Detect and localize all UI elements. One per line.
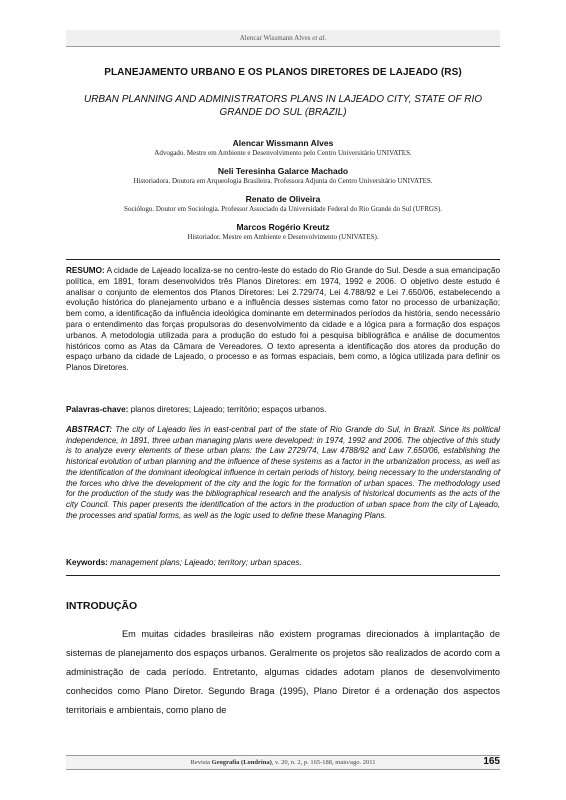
journal-suffix: , v. 20, n. 2, p. 165-188, maio/ago. 2011 [271, 759, 376, 766]
keywords-label: Keywords: [66, 558, 108, 567]
body-paragraph: Em muitas cidades brasileiras não existem programas direcionados à implantação de sistemas de planejamento dos espaços urbanos. Geralmente os projetos são realizados de acordo com a administração de cada período. Entretanto, algumas cidades adotam planos de desenvolvimento conhecidos como Plano Diretor. Segundo Braga (1995), Plano Diretor é a ordenação dos aspectos territoriais e ambientais, como plano de [66, 629, 500, 715]
author-entry [66, 138, 500, 158]
running-head-etal: et al. [312, 34, 327, 42]
author-affiliation: Sociólogo. Doutor em Sociologia. Professor Associado da Universidade Federal do Rio Grande do Sul (UFRGS). [124, 205, 442, 213]
section-heading: INTRODUÇÃO [66, 600, 138, 612]
page-footer [66, 755, 500, 770]
resumo-text: A cidade de Lajeado localiza-se no centro-leste do estado do Rio Grande do Sul. Desde a sua emancipação política, em 1891, foram desenvolvidos três Planos Diretores: em 1974, 1992 e 2006. O objetivo deste estudo é analisar o conjunto de elementos dos Planos Diretores: Lei 2.729/74, Lei 4.788/92 e Lei 7.650/06, estabelecendo a evolução histórica do planejamento urbano e a influência desses sistemas como fator no processo de urbanização; bem como, a identificação da influência ideológica dominante em determinados períodos da história, sendo necessário para o entendimento das forças propulsoras do desenvolvimento da cidade e a lógica para a formação dos espaços urbanos. A metodologia utilizada para a produção do estudo foi a pesquisa bibliográfica e análise de documentos históricos como as Atas da Câmara de Vereadores. O texto apresenta a identificação dos atores da produção do espaço urbano da cidade de Lajeado, o processo e as formas espaciais, bem como, a lógica utilizada para definir os Planos Diretores. [66, 266, 500, 373]
running-head [66, 30, 500, 47]
author-name: Alencar Wissmann Alves [232, 138, 334, 148]
abstract-paragraph [66, 425, 500, 521]
journal-name: Geografia (Londrina) [211, 759, 272, 766]
author-entry [66, 222, 500, 242]
author-name: Renato de Oliveira [245, 194, 321, 204]
author-name: Marcos Rogério Kreutz [236, 222, 330, 232]
journal-citation [66, 756, 500, 769]
palavras-chave-label: Palavras-chave: [66, 405, 129, 414]
author-affiliation: Advogado. Mestre em Ambiente e Desenvolvimento pelo Centro Universitário UNIVATES. [154, 149, 412, 157]
palavras-chave-paragraph [66, 405, 500, 416]
section-divider-bottom [66, 575, 500, 576]
author-affiliation: Historiador. Mestre em Ambiente e Desenvolvimento (UNIVATES). [187, 233, 379, 241]
resumo-label: RESUMO: [66, 266, 105, 275]
author-affiliation: Historiadora. Doutora em Arqueologia Brasileira. Professora Adjunta do Centro Universitário UNIVATES. [133, 177, 433, 185]
page-number: 165 [483, 756, 500, 767]
running-head-author: Alencar Wissmann Alves [239, 34, 311, 42]
paper-title: PLANEJAMENTO URBANO E OS PLANOS DIRETORES DE LAJEADO (RS) [104, 67, 462, 78]
abstract-label: ABSTRACT: [66, 425, 113, 434]
author-entry [66, 166, 500, 186]
paper-subtitle: URBAN PLANNING AND ADMINISTRATORS PLANS IN LAJEADO CITY, STATE OF RIO GRANDE DO SUL (BRAZIL) [83, 94, 483, 118]
abstract-text: The city of Lajeado lies in east-central part of the state of Rio Grande do Sul, in Brazil. Since its political independence, in 1891, three urban managing plans were developed: in 1974, 1992 and 2006. The objective of this study is to analyze every elements of these urban plans: the Law 2729/74, Law 4788/92 and Law 7.650/06, establishing the historical evolution of urban planning and the influence of these systems as a factor in the urbanization process, as well as the identification of the dominant ideological influence in certain periods of history, being necessary to the understanding of the forces who drive the development of the city and the logic for the formation of urban spaces. The methodology used for the production of the study was the bibliographical research and the analysis of historical documents as the acts of the city Council. This paper presents the identification of the actors in the production of urban space from the city of Lajeado, the processes and spatial forms, as well as the logic used to define these Managing Plans. [66, 425, 500, 520]
palavras-chave-text: planos diretores; Lajeado; território; espaços urbanos. [130, 405, 327, 414]
section-divider-top [66, 259, 500, 260]
keywords-paragraph [66, 558, 500, 569]
keywords-text: management plans; Lajeado; territory; urban spaces. [110, 558, 302, 567]
resumo-paragraph [66, 266, 500, 374]
author-entry [66, 194, 500, 214]
author-name: Neli Teresinha Galarce Machado [217, 166, 349, 176]
journal-prefix: Revista [190, 759, 211, 766]
author-list [66, 138, 500, 250]
